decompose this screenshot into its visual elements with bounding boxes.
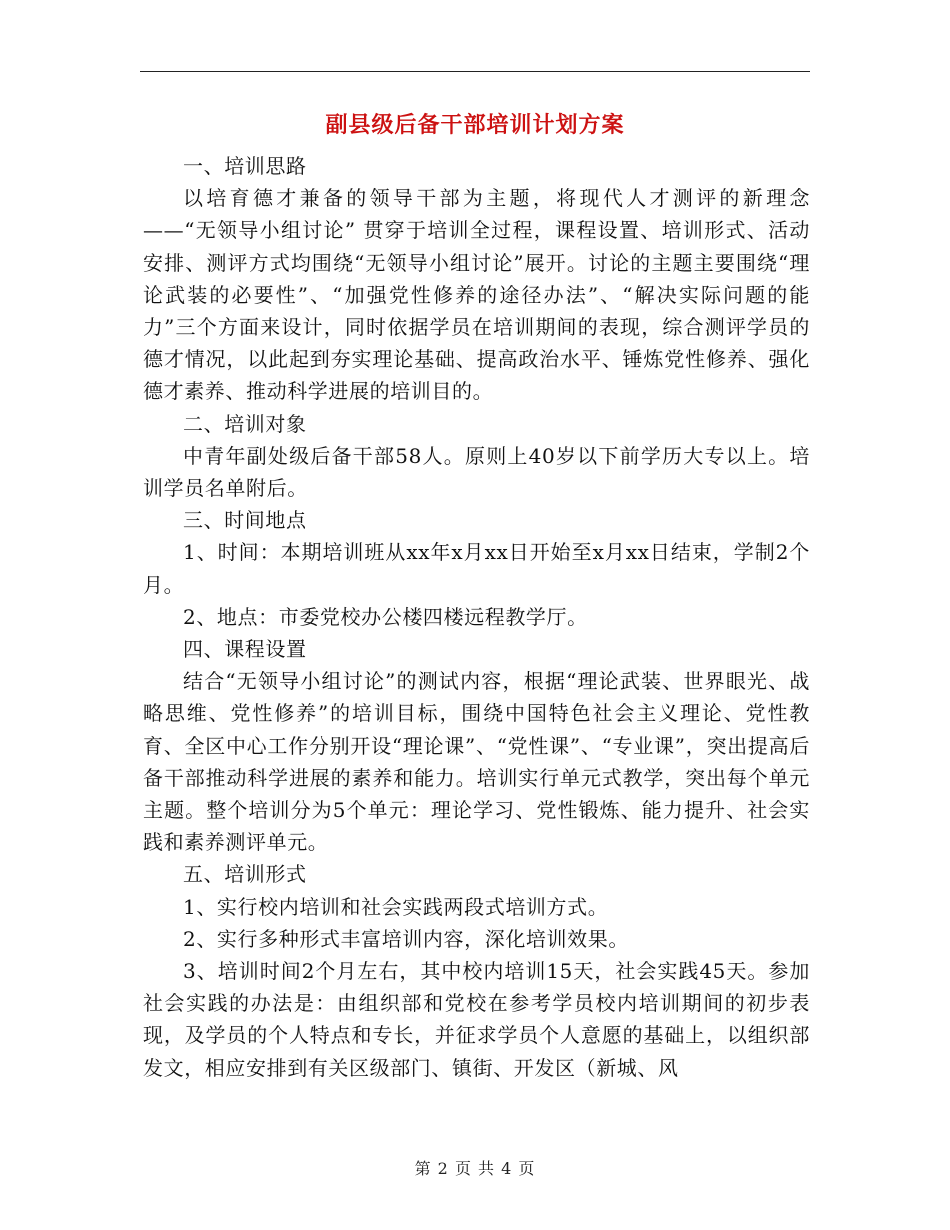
- document-title: 副县级后备干部培训计划方案: [325, 113, 625, 138]
- section-heading-1: 一、培训思路: [183, 154, 307, 178]
- section-heading-5: 五、培训形式: [183, 862, 307, 887]
- paragraph-format-2: 2、实行多种形式丰富培训内容，深化培训效果。: [183, 926, 629, 951]
- paragraph-format-3: 3、培训时间2个月左右，其中校内培训15天，社会实践45天。参加社会实践的办法是：由组织部和党校在参考学员校内培训期间的初步表现，及学员的个人特点和专长，并征求学员个人意愿的基础上，以组织部发文，相应安排到有关区级部门、镇街、开发区（新城、风: [143, 959, 810, 1080]
- paragraph-time: 1、时间：本期培训班从xx年x月xx日开始至x月xx日结束，学制2个月。: [143, 540, 810, 597]
- section-heading-3: 三、时间地点: [183, 508, 307, 533]
- document-body: [143, 150, 810, 1084]
- paragraph-location: 2、地点：市委党校办公楼四楼远程教学厅。: [183, 604, 588, 629]
- paragraph-training-target: 中青年副处级后备干部58人。原则上40岁以下前学历大专以上。培训学员名单附后。: [143, 443, 810, 501]
- header-rule: [140, 71, 810, 72]
- page-footer: 第 2 页 共 4 页: [414, 1159, 536, 1178]
- paragraph-format-1: 1、实行校内培训和社会实践两段式培训方式。: [183, 894, 609, 919]
- paragraph-training-approach: 以培育德才兼备的领导干部为主题，将现代人才测评的新理念——“无领导小组讨论” 贯穿于培训全过程，课程设置、培训形式、活动安排、测评方式均围绕“无领导小组讨论”展开。讨论的主题主要围绕“理论武装的必要性”、“加强党性修养的途径办法”、“解决实际问题的能力”三个方面来设计，同时依据学员在培训期间的表现，综合测评学员的德才情况，以此起到夯实理论基础、提高政治水平、锤炼党性修养、强化德才素养、推动科学进展的培训目的。: [143, 186, 810, 404]
- section-heading-4: 四、课程设置: [183, 637, 307, 662]
- paragraph-curriculum: 结合“无领导小组讨论”的测试内容，根据“理论武装、世界眼光、战略思维、党性修养”的培训目标，围绕中国特色社会主义理论、党性教育、全区中心工作分别开设“理论课”、“党性课”、“专业课”，突出提高后备干部推动科学进展的素养和能力。培训实行单元式教学，突出每个单元主题。整个培训分为5个单元：理论学习、党性锻炼、能力提升、社会实践和素养测评单元。: [143, 669, 810, 855]
- section-heading-2: 二、培训对象: [183, 411, 307, 436]
